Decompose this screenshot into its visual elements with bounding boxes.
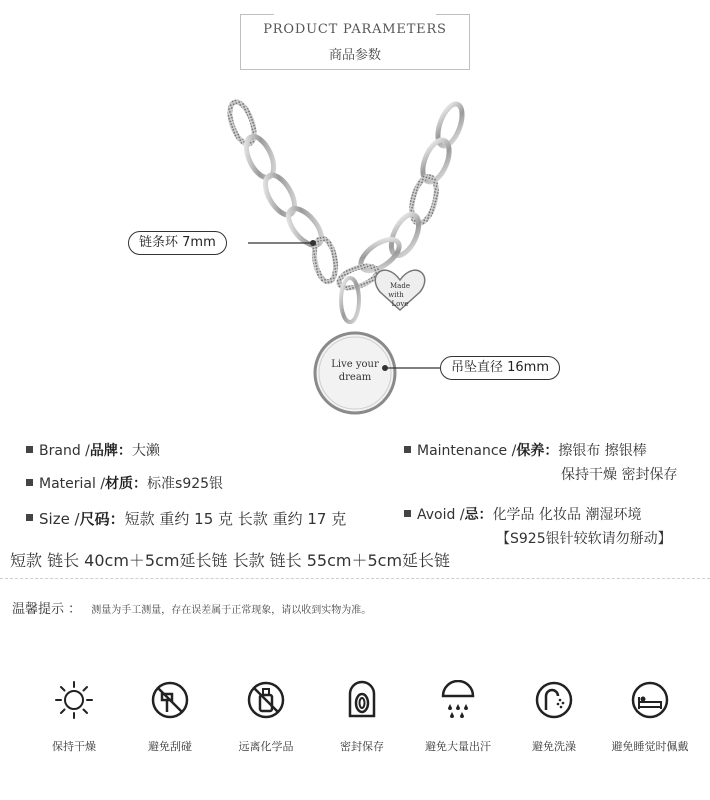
heart-text-1: Made [390, 282, 410, 290]
sleep-icon [630, 680, 670, 720]
sweat-drops-icon [438, 680, 478, 720]
spec-material: Material /材质：标准s925银 [26, 473, 223, 493]
bullet-icon [404, 510, 411, 517]
pendant-diameter-callout: 吊坠直径 16mm [440, 356, 560, 380]
spec-size: Size /尺码：短款 重约 15 克 长款 重约 17 克 [26, 508, 346, 529]
care-item-sweat [416, 680, 500, 754]
spec-length: 短款 链长 40cm＋5cm延长链 长款 链长 55cm＋5cm延长链 [10, 551, 451, 570]
care-item-dry [32, 680, 116, 754]
spec-maintenance-2: 保持干燥 密封保存 [561, 467, 678, 483]
bullet-icon [404, 446, 411, 453]
spec-avoid-note: 【S925银针较软请勿掰动】 [496, 531, 672, 547]
no-chemical-icon [246, 680, 286, 720]
chain-ring-callout: 链条环 7mm [128, 231, 227, 255]
care-label: 密封保存 [340, 740, 384, 753]
bullet-icon [26, 479, 33, 486]
sealed-box-icon [342, 680, 382, 720]
care-label: 避免刮碰 [148, 740, 192, 753]
spec-avoid: Avoid /忌：化学品 化妆品 潮湿环境 [404, 504, 641, 524]
bullet-icon [26, 514, 33, 521]
care-label: 远离化学品 [238, 740, 294, 753]
round-text-1: Live your [331, 359, 379, 370]
care-item-shower [512, 680, 596, 754]
care-item-scratch [128, 680, 212, 754]
care-item-sleep [608, 680, 692, 754]
notice [12, 598, 371, 617]
care-label: 保持干燥 [52, 740, 96, 753]
notice-text: 测量为手工测量，存在误差属于正常现象，请以收到实物为准。 [91, 605, 372, 616]
care-item-chemical [224, 680, 308, 754]
care-item-sealed [320, 680, 404, 754]
page-subtitle: 商品参数 [328, 48, 381, 63]
heart-text-2: with [388, 291, 404, 299]
care-icons-row [32, 680, 692, 754]
divider [0, 578, 710, 579]
care-label: 避免睡觉时佩戴 [611, 740, 689, 753]
page-title: PRODUCT PARAMETERS [263, 22, 447, 37]
shower-icon [534, 680, 574, 720]
heart-text-3: Love [391, 300, 409, 308]
round-text-2: dream [338, 372, 372, 383]
no-hammer-icon [150, 680, 190, 720]
care-label: 避免洗澡 [532, 740, 576, 753]
sun-icon [54, 680, 94, 720]
spec-maintenance: Maintenance /保养：擦银布 擦银棒 [404, 440, 647, 460]
notice-label: 温馨提示 ： [12, 602, 82, 617]
spec-brand: Brand /品牌：大濑 [26, 440, 160, 460]
bullet-icon [26, 446, 33, 453]
care-label: 避免大量出汗 [425, 740, 491, 753]
